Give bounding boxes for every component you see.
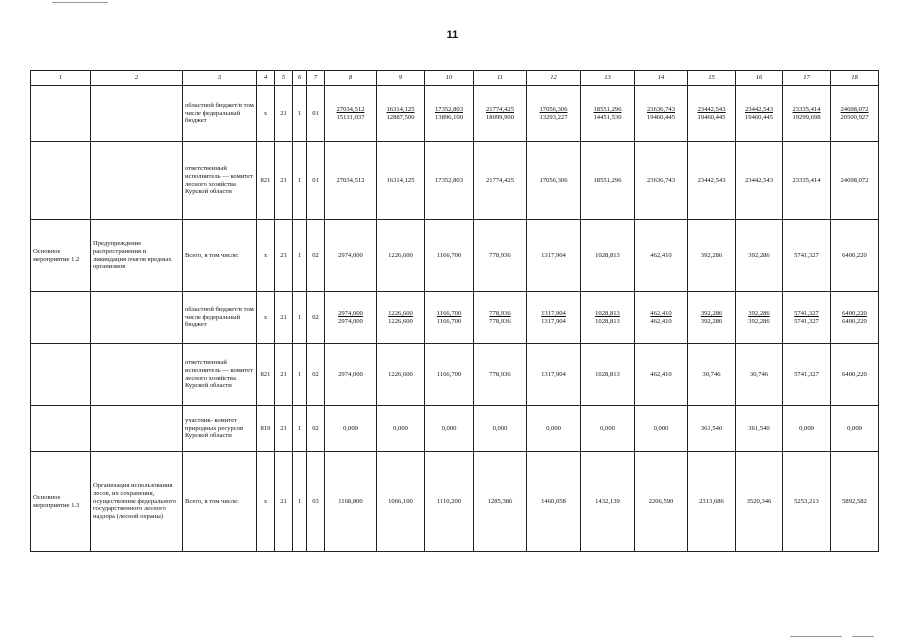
column-number-4: 4 [257, 71, 275, 86]
federal-amount: 14451,530 [593, 113, 622, 121]
total-amount: 5741,327 [794, 309, 819, 317]
scan-mark-top [52, 2, 108, 3]
total-amount: 21774,425 [485, 105, 515, 113]
amount-cell: 1226,600 [377, 344, 425, 406]
measure-name-cell [31, 406, 91, 452]
amount-cell: 1110,200 [425, 452, 474, 552]
total-amount: 17056,306 [539, 105, 568, 113]
amount-cell [377, 292, 425, 344]
column-number-5: 5 [275, 71, 293, 86]
measure-description-cell [91, 86, 183, 142]
federal-amount: 1226,600 [388, 317, 413, 325]
amount-cell [474, 86, 527, 142]
amount-cell [527, 86, 581, 142]
amount-cell: 27034,512 [325, 142, 377, 220]
amount-cell: 0,000 [527, 406, 581, 452]
subsection-code-cell: 1 [293, 344, 307, 406]
amount-cell: 23442,543 [688, 142, 736, 220]
target-item-code-cell: 03 [307, 452, 325, 552]
scan-mark-bottom-b [852, 636, 874, 637]
amount-cell: 1166,700 [425, 220, 474, 292]
federal-amount: 13293,227 [539, 113, 568, 121]
total-amount: 1226,600 [388, 309, 413, 317]
measure-name-cell [31, 142, 91, 220]
amount-cell: 23442,543 [736, 142, 783, 220]
section-code-cell: 21 [275, 142, 293, 220]
amount-cell: 0,000 [635, 406, 688, 452]
amount-cell: 1432,139 [581, 452, 635, 552]
target-item-code-cell: 02 [307, 406, 325, 452]
amount-cell: 5892,582 [831, 452, 879, 552]
amount-cell: 6400,220 [831, 220, 879, 292]
federal-amount: 20500,927 [840, 113, 869, 121]
amount-cell: 0,000 [474, 406, 527, 452]
federal-amount: 19460,445 [646, 113, 676, 121]
column-number-11: 11 [474, 71, 527, 86]
grbs-code-cell: x [257, 452, 275, 552]
target-item-code-cell: 01 [307, 86, 325, 142]
measure-name-cell: Основное мероприятие 1.2 [31, 220, 91, 292]
federal-amount: 778,936 [489, 317, 511, 325]
amount-cell: 1285,386 [474, 452, 527, 552]
grbs-code-cell: x [257, 220, 275, 292]
amount-cell: 778,936 [474, 344, 527, 406]
measure-description-cell [91, 344, 183, 406]
measure-description-cell [91, 292, 183, 344]
amount-cell [581, 86, 635, 142]
total-amount: 1166,700 [436, 309, 462, 317]
total-amount: 23335,414 [792, 105, 821, 113]
measure-name-cell [31, 86, 91, 142]
amount-cell: 17352,803 [425, 142, 474, 220]
measure-description-cell: Организация использования лесов, их сохранения, осуществление федерального государственного лесного надзора (лесной охраны) [91, 452, 183, 552]
federal-amount: 2974,000 [338, 317, 363, 325]
amount-cell: 462,410 [635, 344, 688, 406]
amount-cell: 1166,700 [425, 344, 474, 406]
column-number-9: 9 [377, 71, 425, 86]
federal-amount: 392,286 [748, 317, 770, 325]
amount-cell: 0,000 [377, 406, 425, 452]
amount-cell: 0,000 [783, 406, 831, 452]
section-code-cell: 21 [275, 220, 293, 292]
amount-cell: 5741,327 [783, 344, 831, 406]
column-number-15: 15 [688, 71, 736, 86]
column-number-8: 8 [325, 71, 377, 86]
section-code-cell: 21 [275, 86, 293, 142]
total-amount: 16314,125 [386, 105, 415, 113]
federal-amount: 18099,900 [485, 113, 515, 121]
total-amount: 18551,296 [593, 105, 622, 113]
amount-cell: 0,000 [831, 406, 879, 452]
amount-cell: 6400,220 [831, 344, 879, 406]
column-number-3: 3 [183, 71, 257, 86]
total-amount: 462,410 [650, 309, 672, 317]
federal-amount: 15131,037 [336, 113, 365, 121]
amount-cell [783, 86, 831, 142]
amount-cell [783, 292, 831, 344]
amount-cell: 361,540 [736, 406, 783, 452]
amount-cell [831, 86, 879, 142]
amount-cell [635, 86, 688, 142]
amount-cell: 462,410 [635, 220, 688, 292]
federal-amount: 19460,445 [744, 113, 774, 121]
amount-cell [831, 292, 879, 344]
amount-cell: 16314,125 [377, 142, 425, 220]
subsection-code-cell: 1 [293, 292, 307, 344]
column-number-12: 12 [527, 71, 581, 86]
amount-cell [688, 86, 736, 142]
funding-source-cell: областной бюджет/в том числе федеральный бюджет [183, 86, 257, 142]
scan-mark-bottom-a [790, 636, 842, 637]
amount-cell [581, 292, 635, 344]
total-amount: 27034,512 [336, 105, 365, 113]
amount-cell: 778,936 [474, 220, 527, 292]
amount-cell: 3520,346 [736, 452, 783, 552]
federal-amount: 392,286 [700, 317, 723, 325]
column-number-16: 16 [736, 71, 783, 86]
column-number-18: 18 [831, 71, 879, 86]
amount-cell: 0,000 [425, 406, 474, 452]
grbs-code-cell: 819 [257, 406, 275, 452]
table-row [31, 452, 879, 552]
amount-cell [425, 86, 474, 142]
measure-description-cell [91, 406, 183, 452]
section-code-cell: 21 [275, 292, 293, 344]
table-row [31, 344, 879, 406]
column-number-17: 17 [783, 71, 831, 86]
amount-cell: 24698,072 [831, 142, 879, 220]
total-amount: 778,936 [489, 309, 511, 317]
amount-cell [425, 292, 474, 344]
table-row [31, 86, 879, 142]
target-item-code-cell: 02 [307, 344, 325, 406]
grbs-code-cell: x [257, 292, 275, 344]
target-item-code-cell: 01 [307, 142, 325, 220]
total-amount: 24698,072 [840, 105, 869, 113]
funding-source-cell: ответственный исполнитель — комитет лесного хозяйства Курской области [183, 344, 257, 406]
amount-cell [325, 86, 377, 142]
amount-cell: 30,746 [688, 344, 736, 406]
amount-cell: 5741,327 [783, 220, 831, 292]
grbs-code-cell: x [257, 86, 275, 142]
target-item-code-cell: 02 [307, 220, 325, 292]
total-amount: 1028,813 [595, 309, 620, 317]
subsection-code-cell: 1 [293, 86, 307, 142]
total-amount: 6400,220 [842, 309, 867, 317]
amount-cell: 1317,904 [527, 220, 581, 292]
measure-name-cell: Основное мероприятие 1.3 [31, 452, 91, 552]
amount-cell [635, 292, 688, 344]
amount-cell: 2313,686 [688, 452, 736, 552]
amount-cell: 1168,800 [325, 452, 377, 552]
subsection-code-cell: 1 [293, 220, 307, 292]
amount-cell: 392,286 [688, 220, 736, 292]
amount-cell: 0,000 [325, 406, 377, 452]
column-number-13: 13 [581, 71, 635, 86]
budget-table [30, 70, 879, 552]
subsection-code-cell: 1 [293, 452, 307, 552]
total-amount: 23442,543 [697, 105, 726, 113]
amount-cell: 30,746 [736, 344, 783, 406]
federal-amount: 1166,700 [436, 317, 462, 325]
column-number-10: 10 [425, 71, 474, 86]
amount-cell: 1028,813 [581, 220, 635, 292]
target-item-code-cell: 02 [307, 292, 325, 344]
column-number-2: 2 [91, 71, 183, 86]
total-amount: 17352,803 [434, 105, 464, 113]
section-code-cell: 21 [275, 406, 293, 452]
total-amount: 23442,543 [744, 105, 774, 113]
measure-name-cell [31, 344, 91, 406]
amount-cell [736, 86, 783, 142]
amount-cell: 2206,590 [635, 452, 688, 552]
column-number-7: 7 [307, 71, 325, 86]
amount-cell: 18551,296 [581, 142, 635, 220]
table-row [31, 406, 879, 452]
subsection-code-cell: 1 [293, 406, 307, 452]
federal-amount: 6400,220 [842, 317, 867, 325]
section-code-cell: 21 [275, 452, 293, 552]
federal-amount: 19460,445 [697, 113, 726, 121]
amount-cell: 2974,000 [325, 344, 377, 406]
funding-source-cell: участник- комитет природных ресурсов Курской области [183, 406, 257, 452]
amount-cell: 1066,100 [377, 452, 425, 552]
funding-source-cell: областной бюджет/в том числе федеральный бюджет [183, 292, 257, 344]
amount-cell: 1460,058 [527, 452, 581, 552]
column-number-14: 14 [635, 71, 688, 86]
measure-description-cell: Предупреждение распространения и ликвидация очагов вредных организмов [91, 220, 183, 292]
federal-amount: 12887,500 [386, 113, 415, 121]
grbs-code-cell: 821 [257, 142, 275, 220]
subsection-code-cell: 1 [293, 142, 307, 220]
table-row [31, 142, 879, 220]
page-number: 11 [446, 29, 459, 41]
total-amount: 392,286 [748, 309, 770, 317]
measure-description-cell [91, 142, 183, 220]
amount-cell: 21774,425 [474, 142, 527, 220]
amount-cell: 5253,213 [783, 452, 831, 552]
funding-source-cell: Всего, в том числе: [183, 220, 257, 292]
measure-name-cell [31, 292, 91, 344]
total-amount: 23636,743 [646, 105, 676, 113]
amount-cell [474, 292, 527, 344]
table-row [31, 292, 879, 344]
section-code-cell: 21 [275, 344, 293, 406]
federal-amount: 19299,698 [792, 113, 821, 121]
column-number-6: 6 [293, 71, 307, 86]
federal-amount: 13896,100 [434, 113, 464, 121]
amount-cell: 2974,000 [325, 220, 377, 292]
amount-cell: 361,540 [688, 406, 736, 452]
amount-cell [736, 292, 783, 344]
federal-amount: 462,410 [650, 317, 672, 325]
funding-source-cell: Всего, в том числе: [183, 452, 257, 552]
table-row [31, 220, 879, 292]
total-amount: 1317,904 [541, 309, 566, 317]
column-number-1: 1 [31, 71, 91, 86]
amount-cell: 17056,306 [527, 142, 581, 220]
total-amount: 392,286 [700, 309, 723, 317]
federal-amount: 1317,904 [541, 317, 566, 325]
total-amount: 2974,000 [338, 309, 363, 317]
amount-cell: 23636,743 [635, 142, 688, 220]
amount-cell: 392,286 [736, 220, 783, 292]
amount-cell [527, 292, 581, 344]
grbs-code-cell: 821 [257, 344, 275, 406]
funding-source-cell: ответственный исполнитель — комитет лесного хозяйства Курской области [183, 142, 257, 220]
amount-cell [377, 86, 425, 142]
amount-cell: 1317,904 [527, 344, 581, 406]
federal-amount: 5741,327 [794, 317, 819, 325]
amount-cell: 1028,813 [581, 344, 635, 406]
amount-cell: 23335,414 [783, 142, 831, 220]
amount-cell: 0,000 [581, 406, 635, 452]
amount-cell [325, 292, 377, 344]
federal-amount: 1028,813 [595, 317, 620, 325]
amount-cell [688, 292, 736, 344]
column-number-row [31, 71, 879, 86]
amount-cell: 1226,600 [377, 220, 425, 292]
